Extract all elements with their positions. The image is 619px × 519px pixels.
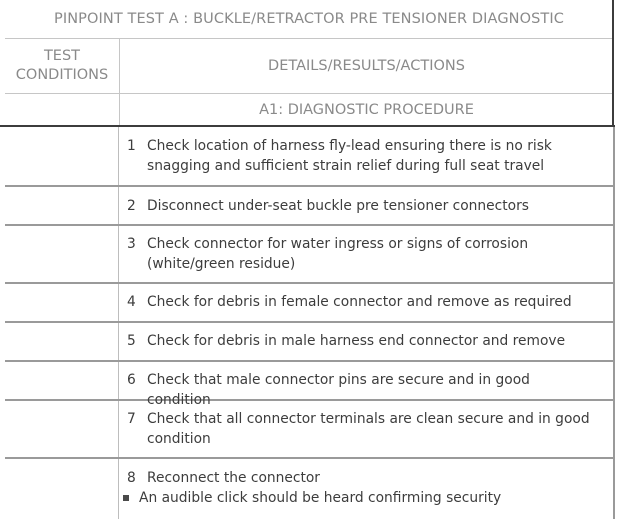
step-conditions-cell bbox=[5, 226, 119, 282]
step-number: 7 bbox=[127, 411, 136, 427]
header-row bbox=[5, 39, 614, 94]
details-results-actions-header: DETAILS/RESULTS/ACTIONS bbox=[268, 58, 465, 74]
step-bullet bbox=[123, 488, 597, 508]
step-text: Check for debris in male harness end connector and remove bbox=[147, 333, 566, 349]
table-title: PINPOINT TEST A : BUCKLE/RETRACTOR PRE TENSIONER DIAGNOSTIC bbox=[5, 0, 614, 39]
step-conditions-cell bbox=[5, 401, 119, 457]
test-conditions-line2: CONDITIONS bbox=[15, 67, 109, 83]
step-row bbox=[5, 226, 615, 284]
step-row bbox=[5, 459, 615, 519]
step-text: Reconnect the connector bbox=[147, 470, 320, 486]
right-border bbox=[612, 0, 614, 127]
step-number: 1 bbox=[127, 138, 136, 154]
step-number: 5 bbox=[127, 333, 136, 349]
step-number: 6 bbox=[127, 372, 136, 388]
test-conditions-header bbox=[5, 39, 120, 93]
square-bullet-icon bbox=[123, 495, 129, 501]
step-conditions-cell bbox=[5, 362, 119, 399]
step-conditions-cell bbox=[5, 284, 119, 321]
procedure-title: A1: DIAGNOSTIC PROCEDURE bbox=[259, 101, 474, 118]
test-conditions-line1: TEST bbox=[43, 48, 81, 64]
step-number: 2 bbox=[127, 198, 136, 214]
procedure-row bbox=[5, 94, 614, 125]
step-row bbox=[5, 401, 615, 459]
step-row bbox=[5, 127, 615, 187]
step-conditions-cell bbox=[5, 323, 119, 360]
step-conditions-cell bbox=[5, 459, 119, 519]
step-conditions-cell bbox=[5, 127, 119, 185]
step-text: Check connector for water ingress or signs of corrosion (white/green residue) bbox=[147, 236, 529, 272]
step-number: 4 bbox=[127, 294, 136, 310]
step-text: Check that male connector pins are secure and in good condition bbox=[147, 372, 530, 408]
step-row bbox=[5, 323, 615, 362]
steps-list bbox=[5, 127, 615, 519]
step-conditions-cell bbox=[5, 187, 119, 224]
bullet-text: An audible click should be heard confirming security bbox=[139, 490, 502, 506]
step-row bbox=[5, 187, 615, 226]
step-text: Disconnect under-seat buckle pre tensioner connectors bbox=[147, 198, 529, 214]
step-row bbox=[5, 284, 615, 323]
step-text: Check location of harness fly-lead ensuring there is no risk snagging and sufficient strain relief during full seat travel bbox=[147, 138, 552, 174]
step-number: 8 bbox=[127, 470, 136, 486]
step-number: 3 bbox=[127, 236, 136, 252]
step-row bbox=[5, 362, 615, 408]
step-text: Check that all connector terminals are clean secure and in good condition bbox=[147, 411, 590, 447]
procedure-left-cell bbox=[5, 94, 120, 125]
step-text: Check for debris in female connector and remove as required bbox=[147, 294, 572, 310]
